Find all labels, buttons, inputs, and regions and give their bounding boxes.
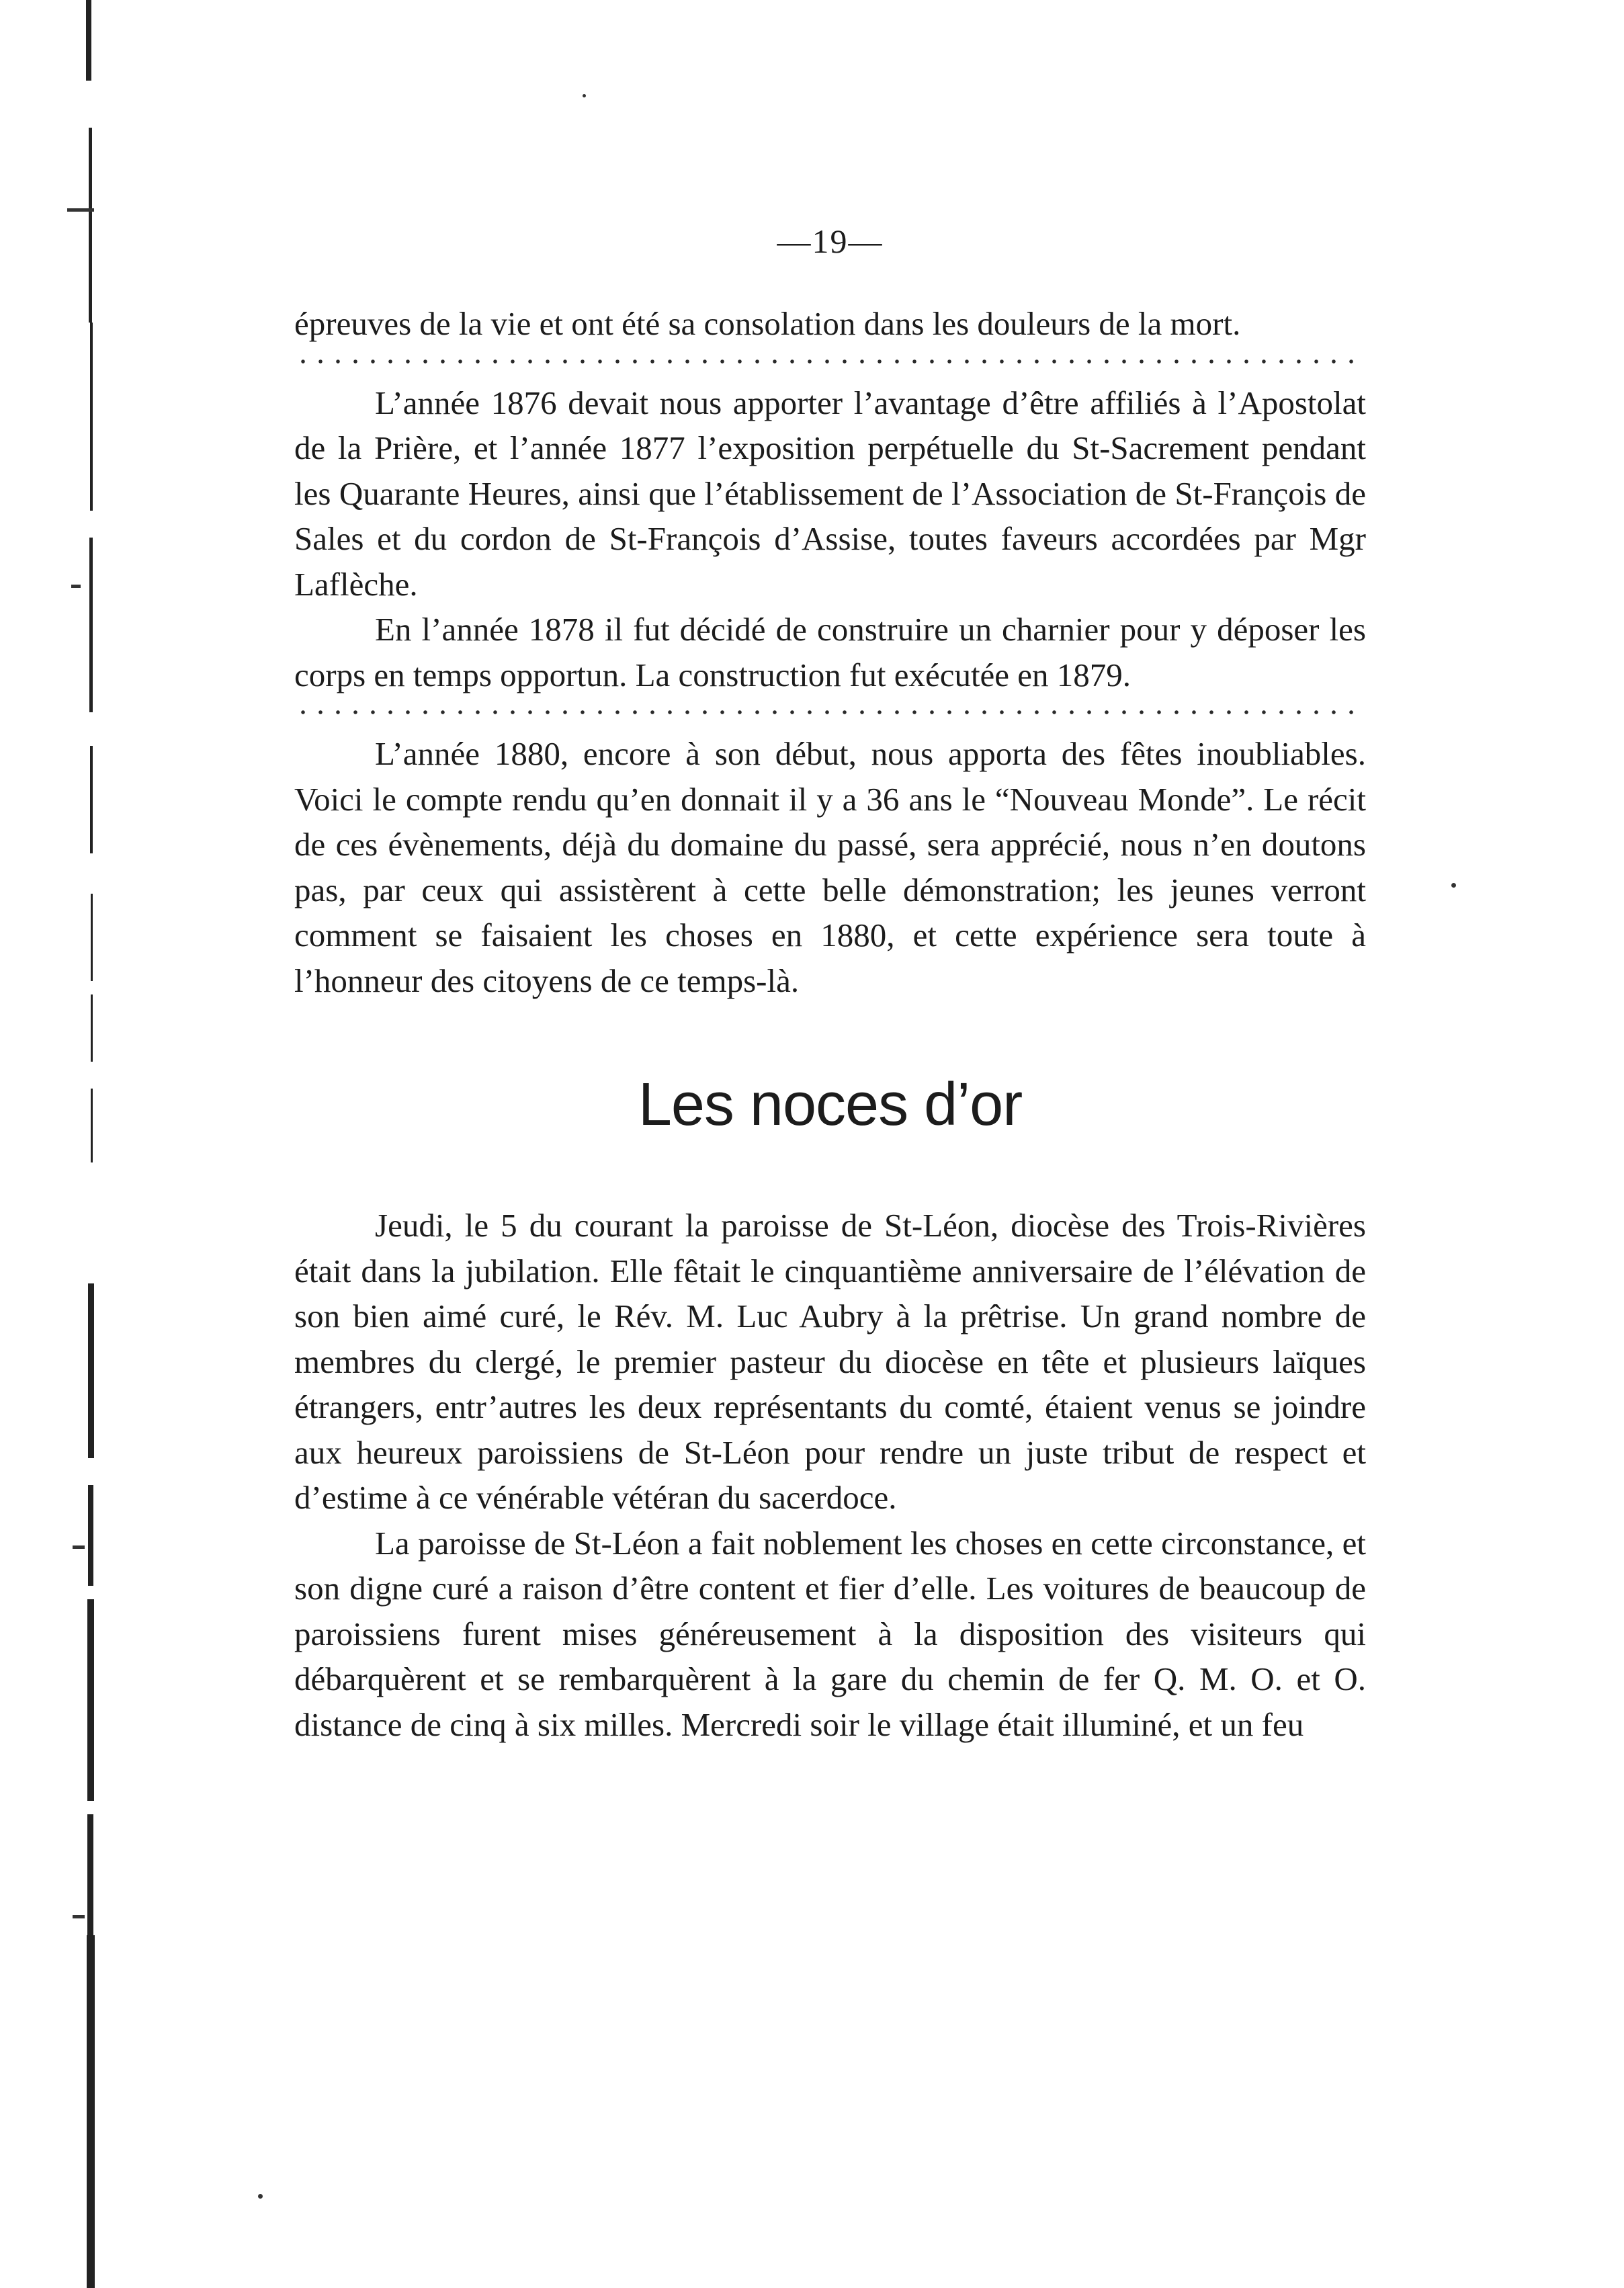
paragraph: épreuves de la vie et ont été sa consolation dans les douleurs de la mort. bbox=[294, 305, 1241, 342]
page-body bbox=[294, 301, 1366, 1747]
scan-speck bbox=[258, 2194, 263, 2199]
paragraph: L’année 1880, encore à son début, nous apporta des fêtes inoubliables. Voici le compte rendu qu’en donnait il y a 36 ans le “Nouveau Monde”. Le récit de ces évènements, déjà du domaine du passé, sera apprécié, nous n’en doutons pas, par ceux qui assistèrent à cette belle démonstration; les jeunes verront comment se faisaient les choses en 1880, et cette expérience sera toute à l’honneur des citoyens de ce temps-là. bbox=[294, 735, 1366, 999]
book-page bbox=[294, 222, 1366, 1747]
paragraph: La paroisse de St-Léon a fait noblement les choses en cette circonstance, et son digne curé a raison d’être content et fier d’elle. Les voitures de beaucoup de paroissiens furent mises généreusement à la disposition des visiteurs qui débarquèrent et se rembarquèrent à la gare du chemin de fer Q. M. O. et O. distance de cinq à six milles. Mercredi soir le village était illuminé, et un feu bbox=[294, 1524, 1366, 1743]
scan-speck bbox=[583, 94, 586, 97]
section-heading: Les noces d’or bbox=[638, 1071, 1023, 1138]
scan-binding-edge bbox=[86, 0, 95, 2288]
page-number: —19— bbox=[777, 222, 884, 260]
dotted-separator bbox=[294, 355, 1366, 368]
paragraph: Jeudi, le 5 du courant la paroisse de St-Léon, diocèse des Trois-Rivières était dans la jubilation. Elle fêtait le cinquantième anniversaire de l’élévation de son bien aimé curé, le Rév. M. Luc Aubry à la prêtrise. Un grand nombre de membres du clergé, le premier pasteur du diocèse en tête et plusieurs laïques étrangers, entr’autres les deux représentants du comté, étaient venus se joindre aux heureux paroissiens de St-Léon pour rendre un juste tribut de respect et d’estime à ce vénérable vétéran du sacerdoce. bbox=[294, 1207, 1366, 1516]
scan-speck bbox=[1451, 883, 1456, 888]
dotted-separator bbox=[294, 706, 1366, 719]
paragraph: L’année 1876 devait nous apporter l’avantage d’être affiliés à l’Apostolat de la Prière, et l’année 1877 l’exposition perpétuelle du St-Sacrement pendant les Quarante Heures, ainsi que l’établissement de l’Association de St-François de Sales et du cordon de St-François d’Assise, toutes faveurs accordées par Mgr Laflèche. bbox=[294, 384, 1366, 603]
paragraph: En l’année 1878 il fut décidé de construire un charnier pour y déposer les corps en temps opportun. La construction fut exécutée en 1879. bbox=[294, 611, 1366, 693]
